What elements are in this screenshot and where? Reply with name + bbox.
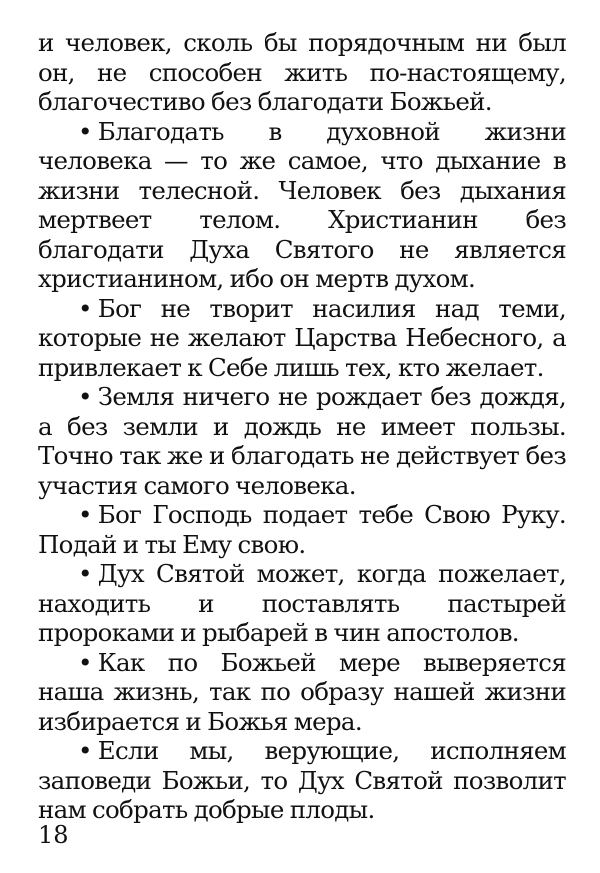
bullet-icon: • (78, 559, 92, 588)
paragraph-7 (38, 648, 566, 737)
paragraph-text: Если мы, верующие, исполняем заповеди Божьи, то Дух Святой позволит нам собрать добрые плоды. (38, 736, 566, 824)
paragraph-2 (38, 117, 566, 294)
paragraph-text: Благодать в духовной жизни человека — то же самое, что дыхание в жизни телесной. Человек без дыхания мертвеет телом. Христианин без благодати Духа Святого не является христианином, ибо он мертв духом. (38, 116, 566, 293)
paragraph-text: Дух Святой может, когда пожелает, находить и поставлять пастырей пророками и рыбарей в чин апостолов. (38, 559, 566, 647)
bullet-icon: • (78, 116, 92, 146)
paragraph-6 (38, 559, 566, 648)
paragraph-4 (38, 382, 566, 500)
page-body (38, 28, 566, 825)
paragraph-text: Как по Божьей мере выверяется наша жизнь, так по образу нашей жизни избирается и Божья мера. (38, 647, 566, 736)
bullet-icon: • (78, 293, 92, 323)
bullet-icon: • (78, 382, 92, 411)
paragraph-8 (38, 736, 566, 825)
paragraph-text: и человек, сколь бы порядочным ни был он, не способен жить по-настоящему, благочестиво без благодати Божьей. (38, 28, 566, 116)
paragraph-1 (38, 28, 566, 117)
paragraph-text: Земля ничего не рождает без дождя, а без земли и дождь не имеет пользы. Точно так же и благодать не действует без участия самого человека. (38, 382, 566, 500)
page-number: 18 (38, 821, 69, 849)
paragraph-5 (38, 500, 566, 559)
bullet-icon: • (78, 736, 92, 765)
bullet-icon: • (78, 500, 92, 529)
paragraph-text: Бог Господь подает тебе Свою Руку. Подай и ты Ему свою. (38, 500, 566, 559)
paragraph-3 (38, 294, 566, 383)
paragraph-text: Бог не творит насилия над теми, которые не желают Царства Небесного, а привлекает к Себе лишь тех, кто желает. (38, 293, 566, 382)
bullet-icon: • (78, 647, 92, 677)
